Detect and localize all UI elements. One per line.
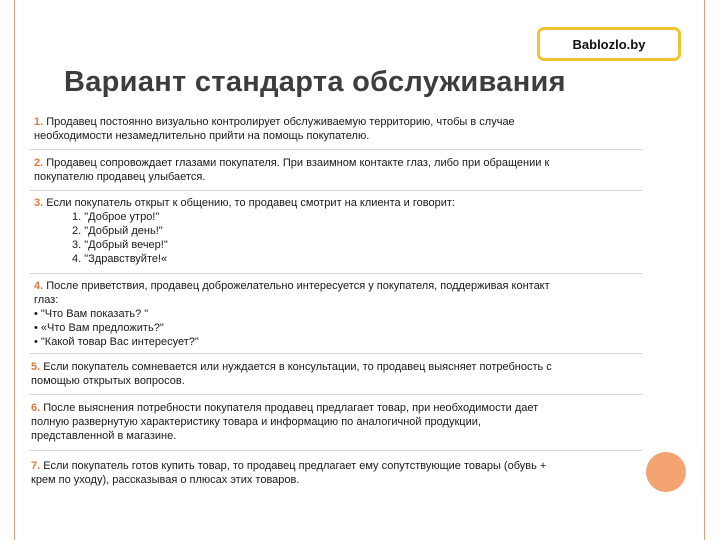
item-6-line-1 [31, 401, 538, 415]
item-5-line-1 [31, 360, 552, 374]
list-item-6 [31, 401, 538, 443]
item-2-number: 2. [34, 157, 44, 169]
item-1-text-line-2: необходимости незамедлительно прийти на помощь покупателю. [34, 130, 370, 142]
slide-title: Вариант стандарта обслуживания [64, 66, 566, 98]
list-item-7 [31, 459, 546, 487]
item-1-text-line-1: Продавец постоянно визуально контролирует обслуживаемую территорию, чтобы в случае [46, 116, 515, 128]
item-5-text-line-2: помощью открытых вопросов. [31, 375, 185, 387]
item-3-greeting-4: 4. "Здравствуйте!« [72, 253, 168, 265]
item-4-question-2: • «Что Вам предложить?" [34, 322, 164, 334]
item-4-question-1: • "Что Вам показать? " [34, 308, 149, 320]
item-7-number: 7. [31, 460, 41, 472]
slide-frame-left-line [14, 0, 15, 540]
item-7-text-line-1: Если покупатель готов купить товар, то продавец предлагает ему сопутствующие товары (обувь + [43, 460, 547, 472]
list-item-2 [34, 156, 549, 184]
slide-frame-right-line [704, 0, 705, 540]
item-3-greeting-2: 2. "Добрый день!" [72, 225, 163, 237]
list-item-5 [31, 360, 552, 388]
item-2-text-line-2: покупателю продавец улыбается. [34, 171, 206, 183]
list-item-3 [34, 196, 455, 266]
item-4-number: 4. [34, 280, 44, 292]
item-5-number: 5. [31, 361, 41, 373]
list-item-4 [34, 279, 550, 349]
item-2-text-line-1: Продавец сопровождает глазами покупателя. При взаимном контакте глаз, либо при обращении к [46, 157, 550, 169]
item-6-text-line-1: После выяснения потребности покупателя продавец предлагает товар, при необходимости дает [43, 402, 539, 414]
separator-2 [30, 190, 642, 191]
item-1-number: 1. [34, 116, 44, 128]
item-4-text-line-1: После приветствия, продавец доброжелательно интересуется у покупателя, поддерживая контакт [46, 280, 550, 292]
item-3-greeting-1: 1. "Доброе утро!" [72, 211, 160, 223]
item-2-line-1 [34, 156, 549, 170]
separator-5 [30, 394, 642, 395]
separator-6 [30, 450, 642, 451]
item-6-text-line-3: представленной в магазине. [31, 430, 177, 442]
decorative-orange-circle [646, 452, 686, 492]
separator-3 [30, 273, 642, 274]
item-3-text-line-1: Если покупатель открыт к общению, то продавец смотрит на клиента и говорит: [46, 197, 455, 209]
item-4-question-3: • "Какой товар Вас интересует?" [34, 336, 199, 348]
item-7-line-1 [31, 459, 546, 473]
separator-1 [30, 149, 642, 150]
item-3-number: 3. [34, 197, 44, 209]
item-4-line-1 [34, 279, 550, 293]
item-6-text-line-2: полную развернутую характеристику товара и информацию по аналогичной продукции, [31, 416, 481, 428]
item-4-text-line-2: глаз: [34, 294, 59, 306]
item-6-number: 6. [31, 402, 41, 414]
item-5-text-line-1: Если покупатель сомневается или нуждается в консультации, то продавец выясняет потребность с [43, 361, 552, 373]
site-badge: Bablozlo.by [537, 27, 681, 61]
item-7-text-line-2: крем по уходу), рассказывая о плюсах этих товаров. [31, 474, 300, 486]
separator-4 [30, 353, 642, 354]
list-item-1 [34, 115, 515, 143]
item-1-line-1 [34, 115, 515, 129]
item-3-greeting-3: 3. "Добрый вечер!" [72, 239, 168, 251]
item-3-line-1 [34, 196, 455, 210]
